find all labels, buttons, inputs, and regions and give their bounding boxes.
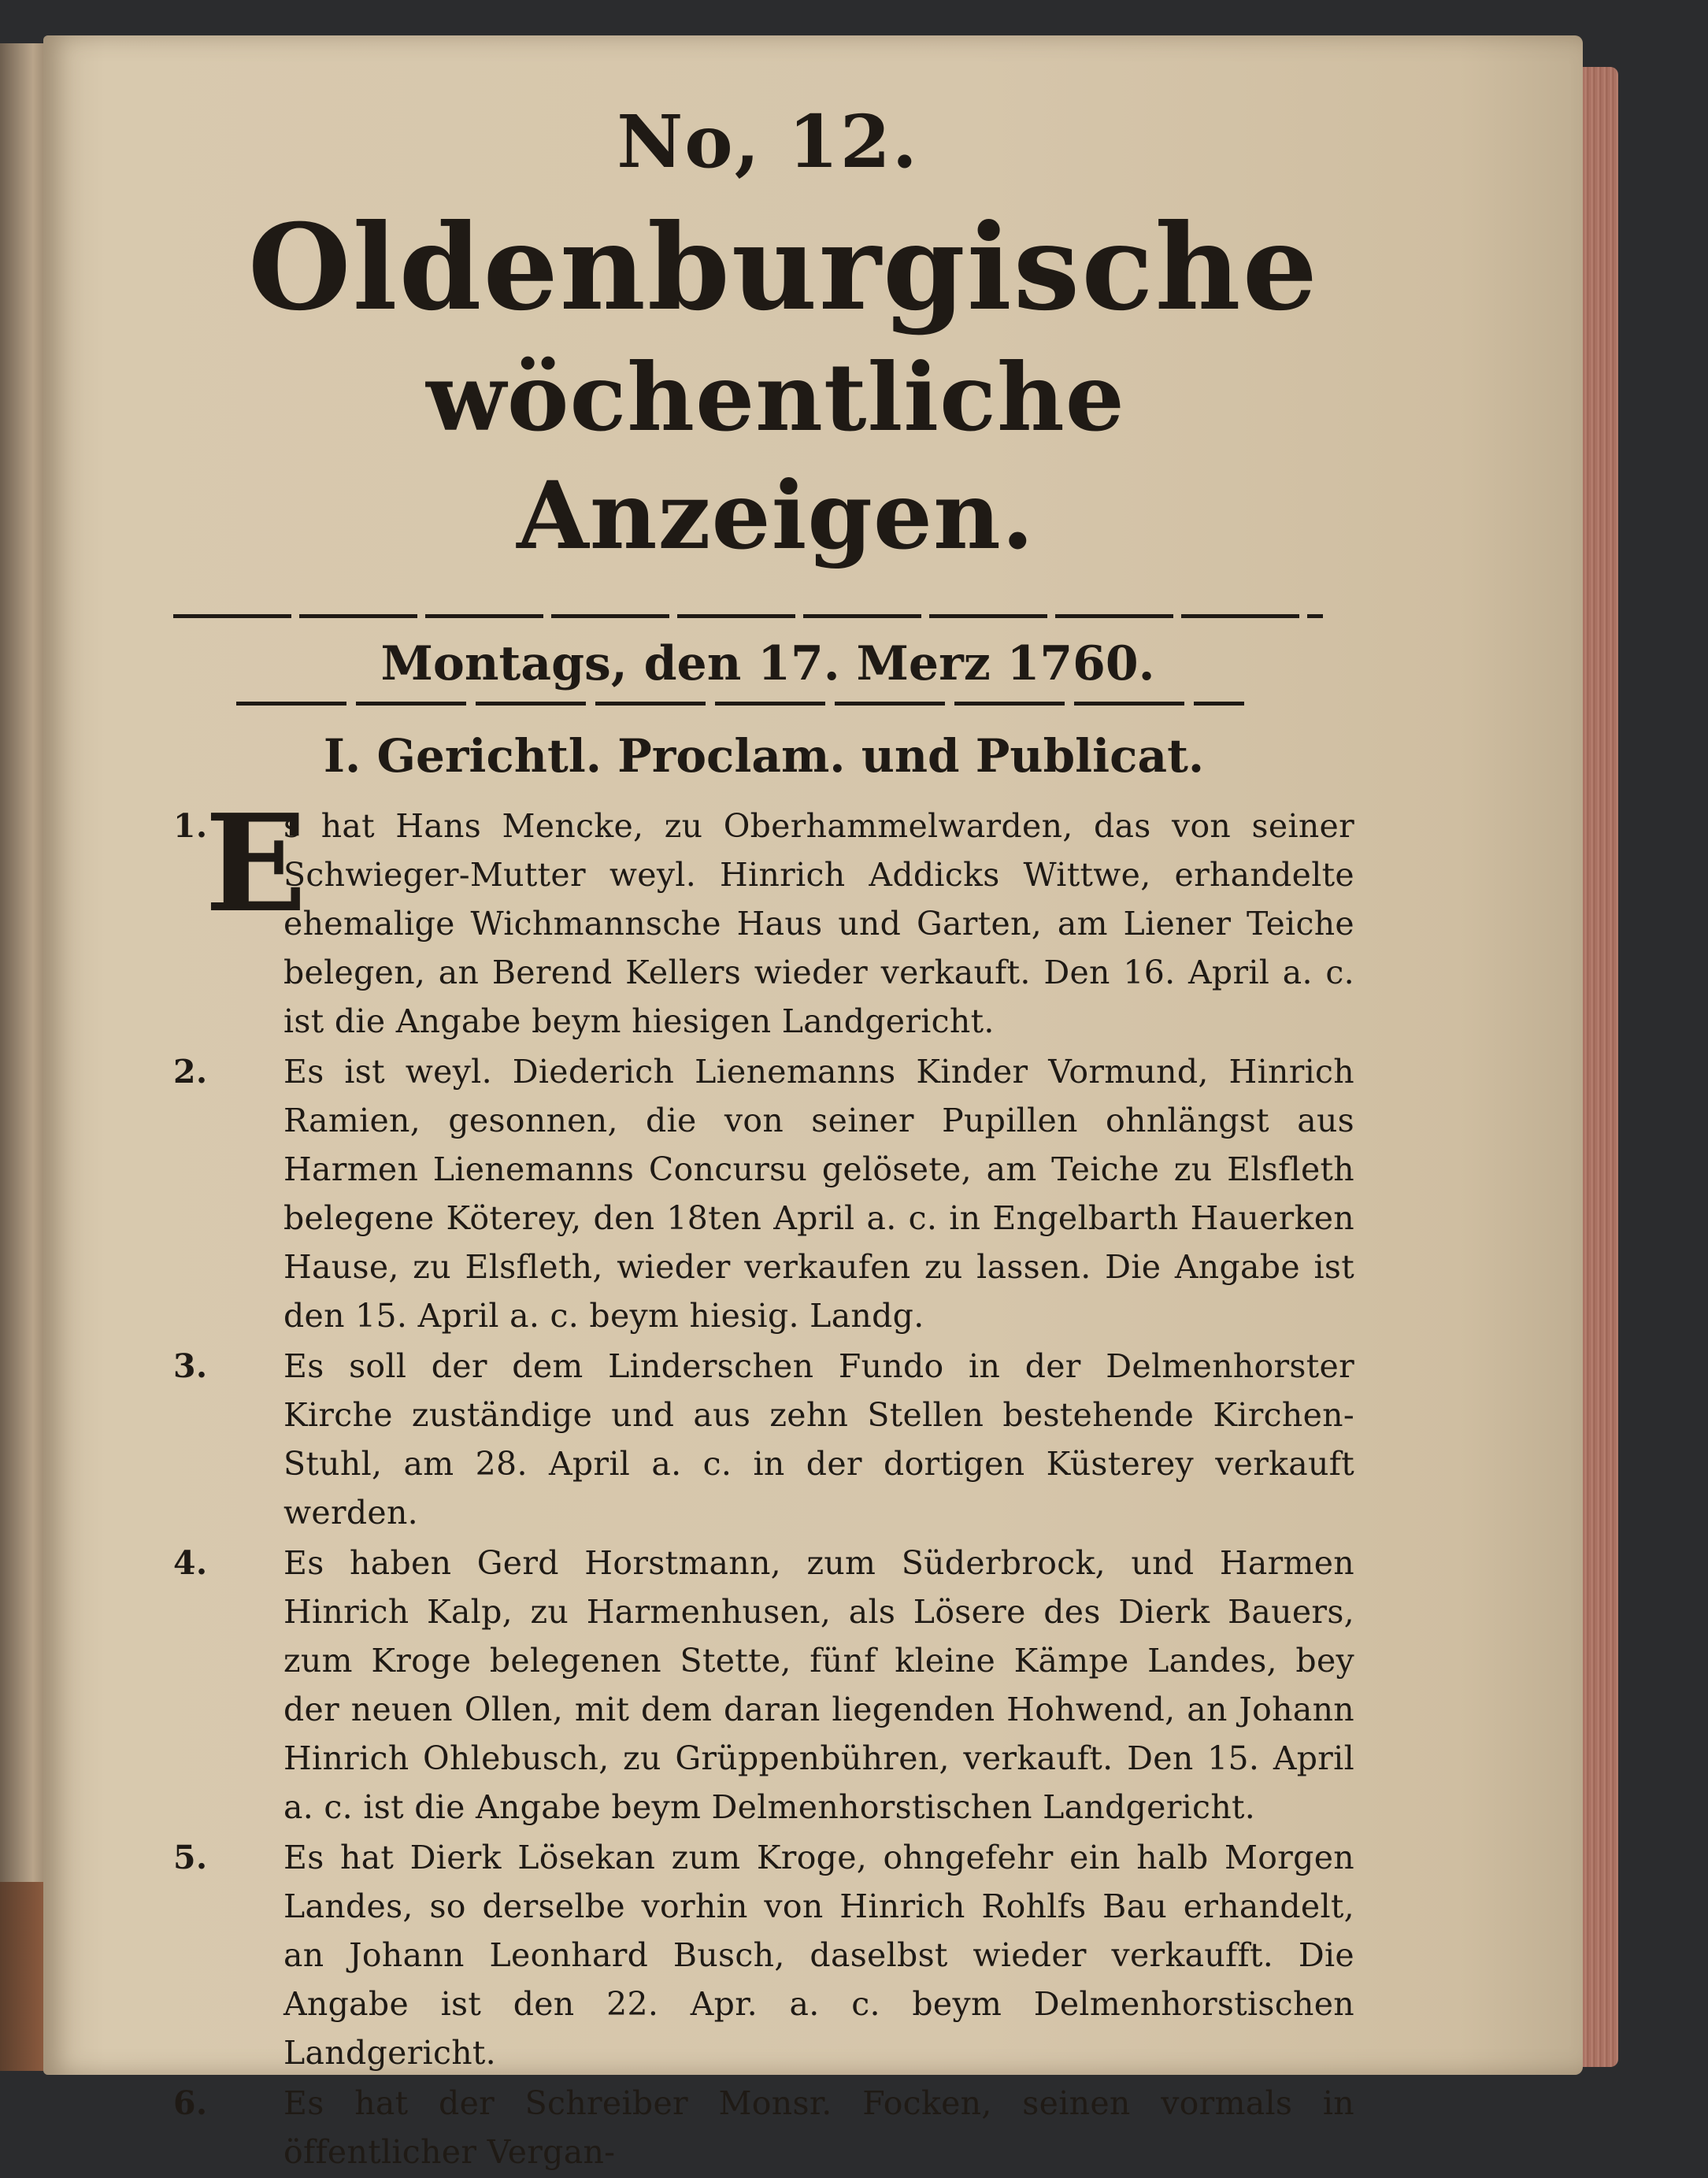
notice-number: 3.: [173, 1347, 208, 1385]
notice-number: 4.: [173, 1544, 208, 1582]
notice-number: 5.: [173, 1839, 208, 1876]
notice-text: Es soll der dem Linderschen Fundo in der Delmenhorster Kirche zuständige und aus zehn Stellen bestehende Kirchen-Stuhl, am 28. April a. c. in der dortigen Küsterey verkauft werden.: [283, 1347, 1354, 1532]
notice-text: Es hat Dierk Lösekan zum Kroge, ohngefehr ein halb Morgen Landes, so derselbe vorhin von Hinrich Rohlfs Bau erhandelt, an Johann Leonhard Busch, daselbst wieder verkaufft. Die Angabe ist den 22. Apr. a. c. beym Delmenhorstischen Landgericht.: [283, 1839, 1354, 2072]
masthead-subtitle: wöchentliche Anzeigen.: [426, 343, 1125, 570]
date-rule: [236, 702, 1244, 706]
masthead-title: Oldenburgische: [247, 198, 1320, 337]
drop-cap: E: [205, 785, 307, 943]
notice-text: Es haben Gerd Horstmann, zum Süderbrock, und Harmen Hinrich Kalp, zu Harmenhusen, als Lösere des Dierk Bauers, zum Kroge belegenen Stette, fünf kleine Kämpe Landes, bey der neuen Ollen, mit dem daran liegenden Hohwend, an Johann Hinrich Ohlebusch, zu Grüppenbühren, verkauft. Den 15. April a. c. ist die Angabe beym Delmenhorstischen Landgericht.: [283, 1544, 1354, 1826]
page-content: [150, 94, 1354, 2178]
section-heading: I. Gerichtl. Proclam. und Publicat.: [323, 729, 1205, 783]
notice-text: Es ist weyl. Diederich Lienemanns Kinder Vormund, Hinrich Ramien, gesonnen, die von seiner Pupillen ohnlängst aus Harmen Lienemanns Concursu gelösete, am Teiche zu Elsfleth belegene Köterey, den 18ten April a. c. in Engelbarth Hauerken Hause, zu Elsfleth, wieder verkaufen zu lassen. Die Angabe ist den 15. April a. c. beym hiesig. Landg.: [283, 1053, 1354, 1335]
notice-number: 2.: [173, 1053, 208, 1091]
notice-item: [150, 1342, 1354, 1537]
notice-text: s hat Hans Mencke, zu Oberhammelwarden, das von seiner Schwieger-Mutter weyl. Hinrich Addicks Wittwe, erhandelte ehemalige Wichmannsche Haus und Garten, am Liener Teiche belegen, an Berend Kellers wieder verkauft. Den 16. April a. c. ist die Angabe beym hiesigen Landgericht.: [283, 807, 1354, 1040]
notice-number: 6.: [173, 2084, 208, 2122]
book-cover-edge: [0, 1882, 43, 2071]
masthead-rule: [173, 614, 1323, 618]
notice-item: [150, 1047, 1354, 1340]
notice-item: [150, 1539, 1354, 1832]
issue-number: No, 12.: [617, 99, 919, 184]
notice-number: 1.: [173, 807, 208, 845]
notice-text: Es hat der Schreiber Monsr. Focken, seinen vormals in öffentlicher Vergan-: [283, 2084, 1354, 2171]
issue-date: Montags, den 17. Merz 1760.: [380, 636, 1155, 691]
notice-item: [150, 785, 1354, 1046]
notice-item: [150, 2079, 1354, 2176]
notice-item: [150, 1833, 1354, 2077]
